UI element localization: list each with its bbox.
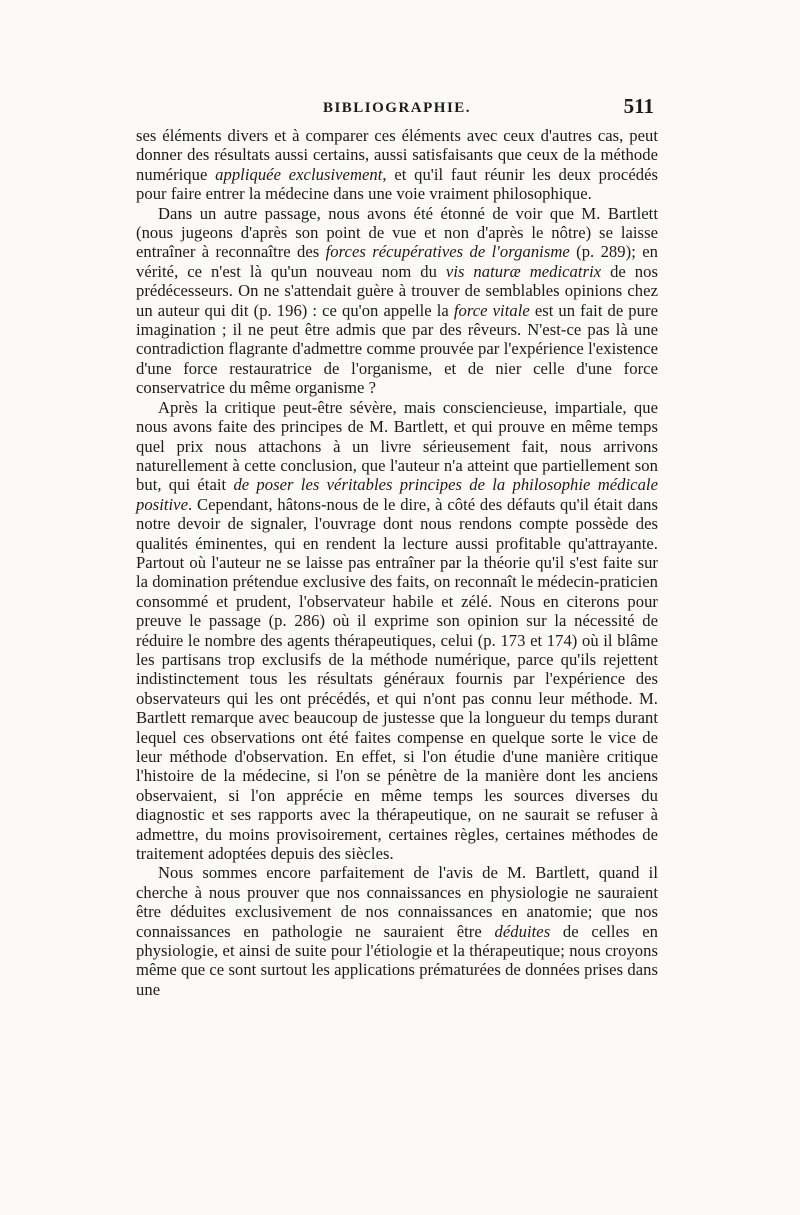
book-page: [136, 92, 658, 999]
paragraph: [136, 398, 658, 864]
italic-text: vis naturæ medicatrix: [445, 261, 602, 281]
paragraph: [136, 204, 658, 398]
text-run: Nous sommes encore parfaitement de l'avis de M. Bartlett, quand il cherche à nous prouver que nos connaissances en physiologie ne sauraient être déduites exclusivement de nos connaissances en anatomie; que nos connaissances en pathologie ne sauraient être: [136, 863, 658, 941]
text-run: ses éléments divers et à comparer ces éléments avec ceux d'autres cas, peut donner des résultats aussi certains, aussi satisfaisants que ceux de la méthode numérique: [136, 126, 658, 184]
body-text: [136, 126, 658, 999]
italic-text: déduites: [494, 921, 551, 941]
paragraph: [136, 126, 658, 204]
text-run: (p. 289); en vérité, ce n'est là qu'un nouveau nom du: [136, 242, 658, 281]
text-run: , et qu'il faut réunir les deux procédés pour faire entrer la médecine dans une voie vraiment philosophique.: [136, 164, 659, 204]
italic-text: forces récupératives de l'organisme: [325, 242, 570, 262]
text-run: Après la critique peut-être sévère, mais consciencieuse, impartiale, que nous avons faite des principes de M. Bartlett, et qui prouve en même temps quel prix nous attachons à un livre sérieusement fait, nous arrivons naturellement à cette conclusion, que l'auteur n'a atteint que partiellement son but, qui était: [136, 397, 658, 495]
page-number: 511: [623, 94, 654, 118]
paragraph: [136, 863, 658, 999]
page-header: [136, 92, 658, 126]
text-run: . Cependant, hâtons-nous de le dire, à côté des défauts qu'il était dans notre devoir de signaler, l'ouvrage dont nous rendons compte possède des qualités éminentes, qui en rendent la lecture aussi profitable qu'attrayante. Partout où l'auteur ne se laisse pas entraîner par la théorie qu'il s'est faite sur la domination prétendue exclusive des faits, on reconnaît le médecin-praticien consommé et prudent, l'observateur habile et zélé. Nous en citerons pour preuve le passage (p. 286) où il exprime son opinion sur la nécessité de réduire le nombre des agents thérapeutiques, celui (p. 173 et 174) où il blâme les partisans trop exclusifs de la méthode numérique, parce qu'ils rejettent indistinctement tous les résultats généraux fournis par l'expérience des observateurs qui les ont précédés, et qui n'ont pas connu leur méthode. M. Bartlett remarque avec beaucoup de justesse que la longueur du temps durant lequel ces observations ont été faites compense en quelque sorte le vice de leur méthode d'observation. En effet, si l'on étudie d'une manière critique l'histoire de la médecine, si l'on se pénètre de la manière dont les anciens observaient, si l'on apprécie en même temps les sources diverses du diagnostic et ses rapports avec la thérapeutique, on ne saurait se refuser à admettre, du moins provisoirement, certaines règles, certaines méthodes de traitement adoptées depuis des siècles.: [136, 494, 658, 864]
running-title: BIBLIOGRAPHIE.: [322, 100, 472, 116]
italic-text: de poser les véritables principes de la philosophie médicale positive: [136, 475, 658, 514]
text-run: de celles en physiologie, et ainsi de suite pour l'étiologie et la thérapeutique; nous croyons même que ce sont surtout les applications prématurées de données prises dans une: [136, 921, 658, 999]
text-run: de nos prédécesseurs. On ne s'attendait guère à trouver de semblables opinions chez un auteur qui dit (p. 196) : ce qu'on appelle la: [136, 261, 658, 320]
italic-text: appliquée exclusivement: [215, 164, 383, 184]
italic-text: force vitale: [453, 300, 530, 320]
text-run: Dans un autre passage, nous avons été étonné de voir que M. Bartlett (nous jugeons d'après son point de vue et non d'après le nôtre) se laisse entraîner à reconnaître des: [136, 203, 658, 262]
text-run: est un fait de pure imagination ; il ne peut être admis que par des rêveurs. N'est-ce pas là une contradiction flagrante d'admettre comme prouvée par l'expérience l'existence d'une force restauratrice de l'organisme, et de nier celle d'une force conservatrice du même organisme ?: [136, 300, 658, 398]
